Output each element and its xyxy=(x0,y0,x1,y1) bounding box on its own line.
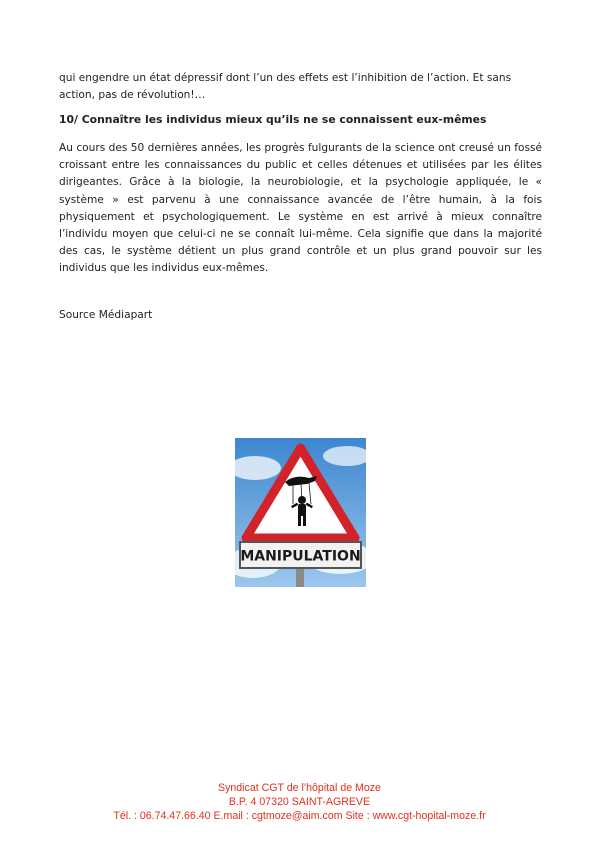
footer-contact: Tél. : 06.74.47.66.40 E.mail : cgtmoze@aim.com Site : www.cgt-hopital-moze.fr xyxy=(113,810,486,822)
sign-text: MANIPULATION xyxy=(240,548,361,565)
sign-pole xyxy=(296,566,304,587)
manipulation-sign-image xyxy=(235,438,366,587)
intro-paragraph: qui engendre un état dépressif dont l’un des effets est l’inhibition de l’action. Et sans action, pas de révolution!… xyxy=(59,72,512,102)
footer-org-name: Syndicat CGT de l’hôpital de Moze xyxy=(218,782,381,794)
main-paragraph: Au cours des 50 dernières années, les progrès fulgurants de la science ont creusé un fossé croissant entre les connaissances du public et celles détenues et utilisées par les élites dirigeantes. Grâce à la biologie, la neurobiologie, et la psychologie appliquée, le « système » est parvenu à une connaissance avancée de l’être humain, à la fois physiquement et psychologiquement. Le système en est arrivé à mieux connaître l’individu moyen que celui-ci ne se connaît lui-même. Cela signifie que dans la majorité des cas, le système détient un plus grand contrôle et un plus grand pouvoir sur les individus que les individus eux-mêmes. xyxy=(59,142,542,275)
section-heading: 10/ Connaître les individus mieux qu’ils ne se connaissent eux-mêmes xyxy=(59,113,487,126)
source-line: Source Médiapart xyxy=(59,309,153,321)
footer-address: B.P. 4 07320 SAINT-AGREVE xyxy=(228,796,371,808)
